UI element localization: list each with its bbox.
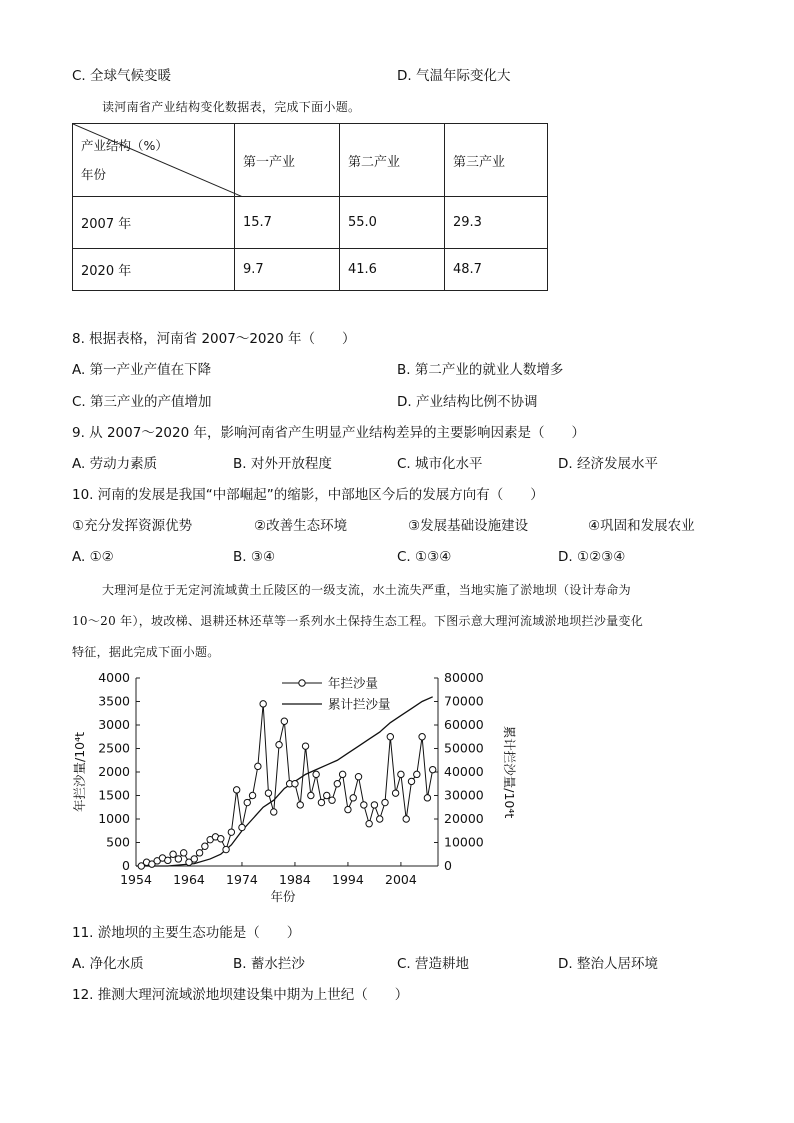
annual-data-point [281,718,287,724]
cell-value: 41.6 [340,249,445,291]
annual-data-point [233,787,239,793]
annual-data-point [392,790,398,796]
annual-data-point [324,792,330,798]
annual-data-point [382,799,388,805]
chart-intro-line-2: 10～20 年），坡改梯、退耕还林还草等一系列水土保持生态工程。下图示意大理河流域淤地坝拦沙量变化 [72,614,644,628]
annual-data-point [355,774,361,780]
annual-data-point [302,743,308,749]
q10-option-d: D. ①②③④ [558,549,626,565]
annual-data-point [180,850,186,856]
y-left-tick-label: 0 [122,858,130,873]
q11-option-a: A. 净化水质 [72,956,144,972]
annual-data-point [366,821,372,827]
annual-data-point [255,763,261,769]
q10-item-2: ②改善生态环境 [254,518,348,534]
chart-intro-line-3: 特征，据此完成下面小题。 [72,645,220,659]
q11-option-b: B. 蓄水拦沙 [233,956,305,972]
legend-cumulative-label: 累计拦沙量 [328,696,391,712]
q7-option-d: D. 气温年际变化大 [397,68,511,84]
q9-option-a: A. 劳动力素质 [72,456,158,472]
annual-data-point [223,846,229,852]
cell-value: 9.7 [235,249,340,291]
header-structure-label: 产业结构（%） [81,138,168,153]
column-header-secondary: 第二产业 [340,124,445,197]
annual-data-point [329,797,335,803]
y-left-tick-label: 4000 [98,670,130,685]
annual-data-point [175,856,181,862]
y-right-tick-label: 70000 [444,693,484,709]
annual-data-point [297,802,303,808]
annual-data-point [308,792,314,798]
annual-data-point [371,802,377,808]
legend-annual-label: 年拦沙量 [328,675,379,691]
y-right-tick-label: 80000 [444,670,484,685]
annual-data-point [276,742,282,748]
annual-data-point [196,850,202,856]
y-right-tick-label: 60000 [444,717,484,732]
annual-data-point [339,771,345,777]
annual-data-point [249,792,255,798]
q9-option-b: B. 对外开放程度 [233,456,332,472]
column-header-primary: 第一产业 [235,124,340,197]
annual-data-point [345,806,351,812]
q10-option-a: A. ①② [72,549,114,565]
annual-data-point [202,843,208,849]
q10-item-3: ③发展基础设施建设 [408,518,529,534]
q11-option-d: D. 整治人居环境 [558,956,658,972]
annual-data-point [191,856,197,862]
q7-option-c: C. 全球气候变暖 [72,68,172,84]
q8-option-b: B. 第二产业的就业人数增多 [397,362,564,378]
annual-data-point [414,771,420,777]
annual-data-point [430,766,436,772]
annual-data-point [218,836,224,842]
column-header-tertiary: 第三产业 [445,124,548,197]
y-left-tick-label: 500 [106,834,130,850]
annual-data-point [424,795,430,801]
industry-structure-table [72,123,548,291]
y-left-axis-label: 年拦沙量/10⁴t [72,731,87,813]
annual-data-point [313,771,319,777]
y-left-tick-label: 3500 [98,693,130,709]
annual-data-point [387,734,393,740]
annual-data-point [350,795,356,801]
chart-intro-line-1: 大理河是位于无定河流域黄土丘陵区的一级支流，水土流失严重，当地实施了淤地坝（设计寿命为 [102,583,631,597]
q10-stem: 10. 河南的发展是我国“中部崛起”的缩影，中部地区今后的发展方向有（ ） [72,487,544,503]
table-diagonal-header [73,124,235,197]
annual-data-point [403,816,409,822]
row-year: 2020 年 [73,249,235,291]
sediment-chart [0,660,794,920]
q11-option-c: C. 营造耕地 [397,956,470,972]
q9-stem: 9. 从 2007～2020 年，影响河南省产生明显产业结构差异的主要影响因素是（ ） [72,425,585,441]
annual-data-point [228,829,234,835]
annual-data-point [292,781,298,787]
y-left-tick-label: 2500 [98,740,130,756]
x-tick-label: 1994 [332,872,364,887]
y-right-tick-label: 30000 [444,787,484,803]
y-left-tick-label: 3000 [98,717,130,732]
q10-option-c: C. ①③④ [397,549,452,565]
annual-data-point [419,734,425,740]
q10-item-1: ①充分发挥资源优势 [72,518,193,534]
table-row [73,197,548,249]
x-tick-label: 1984 [279,872,311,887]
annual-data-point [265,790,271,796]
q8-option-c: C. 第三产业的产值增加 [72,394,212,410]
annual-data-point [260,701,266,707]
header-year-label: 年份 [81,167,107,182]
y-right-tick-label: 40000 [444,764,484,779]
y-left-tick-label: 1000 [98,811,130,826]
y-right-tick-label: 10000 [444,834,484,850]
annual-data-point [165,857,171,863]
x-tick-label: 1964 [173,872,205,887]
cell-value: 29.3 [445,197,548,249]
y-left-tick-label: 2000 [98,764,130,779]
x-tick-label: 2004 [385,872,417,887]
y-right-axis-label: 累计拦沙量/10⁴t [502,725,517,819]
annual-data-point [271,809,277,815]
cell-value: 55.0 [340,197,445,249]
annual-data-point [170,851,176,857]
q12-stem: 12. 推测大理河流域淤地坝建设集中期为上世纪（ ） [72,987,409,1003]
annual-data-point [398,771,404,777]
annual-data-point [318,799,324,805]
x-tick-label: 1954 [120,872,152,887]
y-right-tick-label: 20000 [444,811,484,826]
q8-option-a: A. 第一产业产值在下降 [72,362,212,378]
annual-data-point [334,781,340,787]
q8-option-d: D. 产业结构比例不协调 [397,394,538,410]
annual-data-point [377,816,383,822]
q11-stem: 11. 淤地坝的主要生态功能是（ ） [72,925,301,941]
y-right-tick-label: 0 [444,858,452,873]
y-right-tick-label: 50000 [444,740,484,756]
annual-data-point [408,778,414,784]
annual-data-point [361,802,367,808]
q9-option-c: C. 城市化水平 [397,456,483,472]
annual-data-point [239,824,245,830]
y-left-tick-label: 1500 [98,787,130,803]
cell-value: 15.7 [235,197,340,249]
x-tick-label: 1974 [226,872,258,887]
diagonal-line [73,124,243,197]
row-year: 2007 年 [73,197,235,249]
table-intro: 读河南省产业结构变化数据表，完成下面小题。 [102,100,361,114]
q8-stem: 8. 根据表格，河南省 2007～2020 年（ ） [72,331,356,347]
legend-annual-marker [299,680,305,686]
q9-option-d: D. 经济发展水平 [558,456,658,472]
cell-value: 48.7 [445,249,548,291]
x-axis-label: 年份 [270,889,296,904]
q10-option-b: B. ③④ [233,549,276,565]
q10-item-4: ④巩固和发展农业 [588,518,695,534]
table-row [73,249,548,291]
annual-data-point [244,799,250,805]
